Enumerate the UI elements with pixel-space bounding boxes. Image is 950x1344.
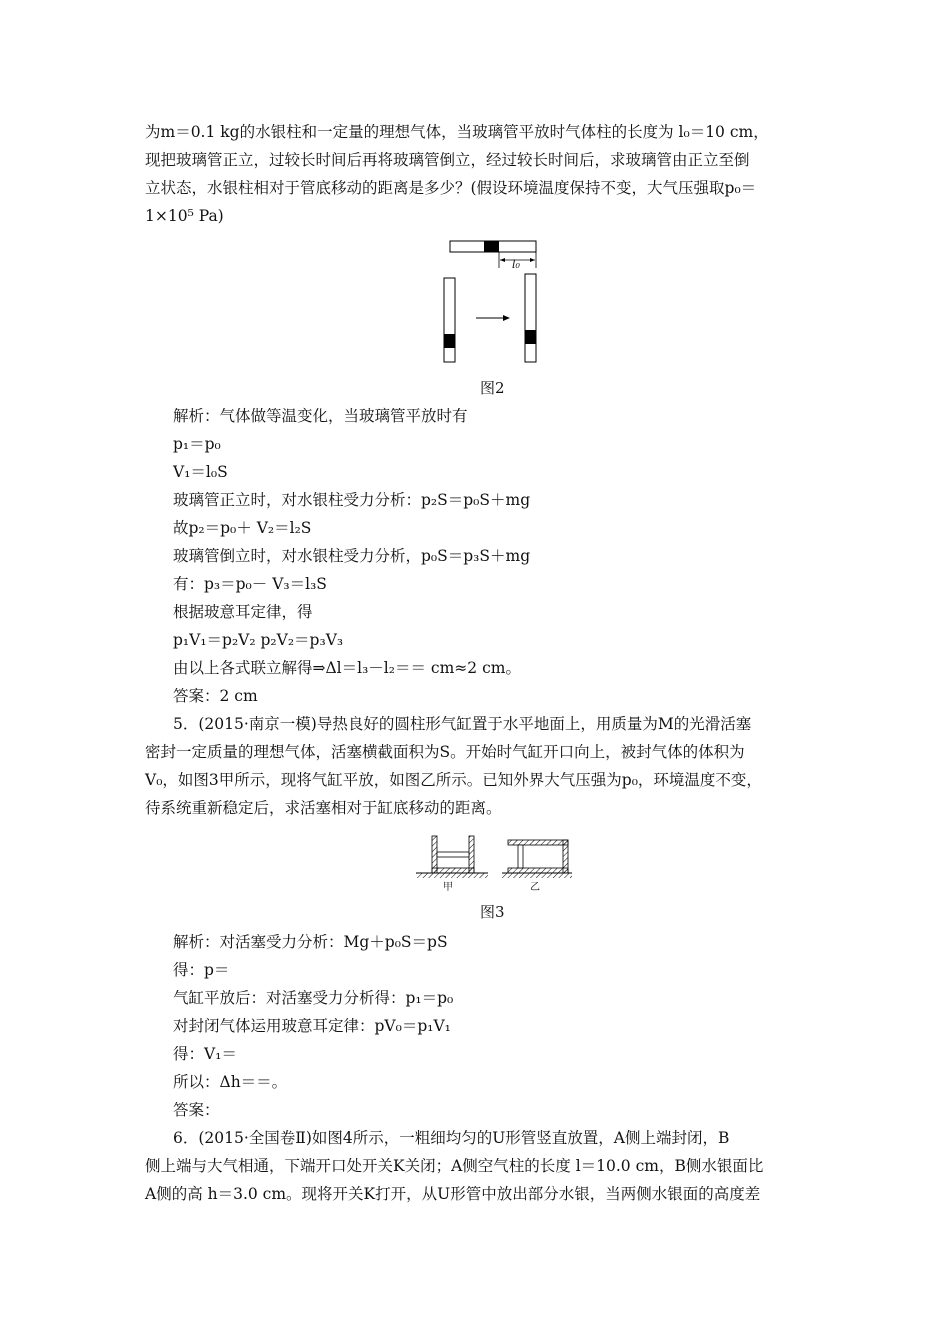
- problem5-line-3: V₀，如图3甲所示，现将气缸平放，如图乙所示。已知外界大气压强为p₀，环境温度不变，: [145, 771, 762, 789]
- figure-3-label-jia: 甲: [443, 882, 453, 893]
- solution4-line-6: 玻璃管倒立时，对水银柱受力分析，p₀S＝p₃S＋mg: [173, 547, 531, 565]
- figure-2-l0-label: l₀: [512, 258, 520, 271]
- solution5-line-6: 所以：Δh＝＝。: [173, 1073, 288, 1091]
- figure-2-caption: 图2: [480, 379, 505, 397]
- solution4-line-5: 故p₂＝p₀＋ V₂＝l₂S: [173, 519, 312, 537]
- solution5-line-1: 解析：对活塞受力分析：Mg＋p₀S＝pS: [173, 933, 448, 951]
- solution4-line-8: 根据玻意耳定律，得: [173, 603, 313, 621]
- figure-2-glass-tubes: [430, 236, 550, 372]
- problem6-line-2: 侧上端与大气相通，下端开口处开关K关闭；A侧空气柱的长度 l＝10.0 cm，B侧水银面比: [145, 1157, 764, 1175]
- solution4-line-1: 解析：气体做等温变化，当玻璃管平放时有: [173, 407, 468, 425]
- problem4-line-3: 立状态，水银柱相对于管底移动的距离是多少？(假设环境温度保持不变，大气压强取p₀＝: [145, 179, 757, 197]
- solution4-line-3: V₁＝l₀S: [173, 463, 228, 481]
- problem5-line-1: 5．(2015·南京一模)导热良好的圆柱形气缸置于水平地面上，用质量为M的光滑活塞: [173, 715, 752, 733]
- problem6-line-3: A侧的高 h＝3.0 cm。现将开关K打开，从U形管中放出部分水银，当两侧水银面的高度差: [145, 1185, 761, 1203]
- solution4-answer: 答案：2 cm: [173, 687, 258, 705]
- solution4-line-10: 由以上各式联立解得⇒Δl＝l₃－l₂＝＝ cm≈2 cm。: [173, 659, 521, 677]
- problem5-line-4: 待系统重新稳定后，求活塞相对于缸底移动的距离。: [145, 799, 502, 817]
- solution4-line-2: p₁＝p₀: [173, 435, 221, 453]
- solution5-line-2: 得：p＝: [173, 961, 230, 979]
- figure-3-cylinders: [414, 830, 574, 886]
- solution4-line-9: p₁V₁＝p₂V₂ p₂V₂＝p₃V₃: [173, 631, 344, 649]
- solution4-line-7: 有：p₃＝p₀－ V₃＝l₃S: [173, 575, 327, 593]
- figure-3-label-yi: 乙: [530, 882, 540, 893]
- problem6-line-1: 6．(2015·全国卷Ⅱ)如图4所示，一粗细均匀的U形管竖直放置，A侧上端封闭，B: [173, 1129, 730, 1147]
- solution5-line-5: 得：V₁＝: [173, 1045, 237, 1063]
- solution4-line-4: 玻璃管正立时，对水银柱受力分析：p₂S＝p₀S＋mg: [173, 491, 531, 509]
- solution5-answer: 答案：: [173, 1101, 220, 1119]
- solution5-line-3: 气缸平放后：对活塞受力分析得：p₁＝p₀: [173, 989, 454, 1007]
- problem4-line-2: 现把玻璃管正立，过较长时间后再将玻璃管倒立，经过较长时间后，求玻璃管由正立至倒: [145, 151, 750, 169]
- problem4-line-4: 1×10⁵ Pa): [145, 207, 224, 225]
- solution5-line-4: 对封闭气体运用玻意耳定律：pV₀＝p₁V₁: [173, 1017, 451, 1035]
- problem5-line-2: 密封一定质量的理想气体，活塞横截面积为S。开始时气缸开口向上，被封气体的体积为: [145, 743, 745, 761]
- figure-3-caption: 图3: [480, 903, 505, 921]
- problem4-line-1: 为m＝0.1 kg的水银柱和一定量的理想气体，当玻璃管平放时气体柱的长度为 l₀＝10 cm，: [145, 123, 769, 141]
